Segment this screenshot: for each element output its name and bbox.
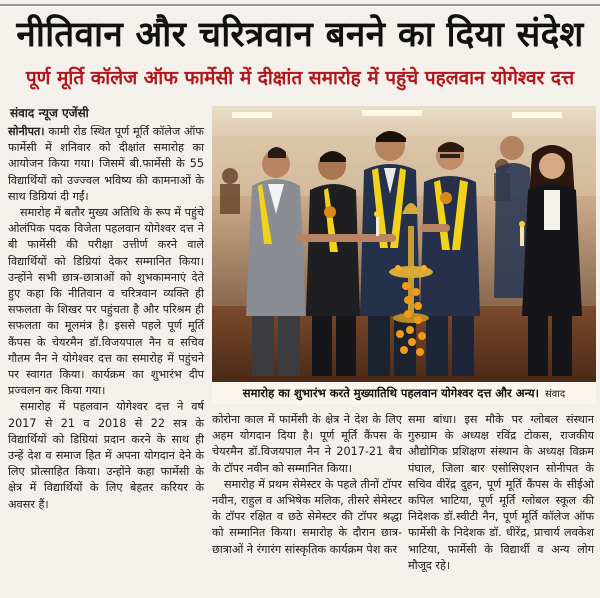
caption-text: समारोह का शुभारंभ करते मुख्यातिथि पहलवान योगेश्वर दत्त और अन्य।	[242, 386, 539, 400]
paragraph: समारोह में बतौर मुख्य अतिथि के रूप में पहुंचे ओलंपिक पदक विजेता पहलवान योगेश्वर दत्त ने बी फार्मेसी की परीक्षा उत्तीर्ण करने वाले विद्यार्थियों को डिग्रियां देकर सम्मानित किया। उन्होंने सभी छात्र-छात्राओं को शुभकामनाएं देते हुए कहा कि नीतिवान व चरित्रवान व्यक्ति ही सफलता के शिखर पर पहुंचता है और परिश्रम ही सफलता का मूलमंत्र है। इससे पहले पूर्ण मूर्ति कैंपस के चेयरमैन डॉ.विजयपाल नैन व सचिव गौतम नैन ने योगेश्वर दत्त का समारोह में पहुंचने पर स्वागत किया। कार्यक्रम का शुभारंभ दीप प्रज्वलन कर किया गया।	[8, 206, 204, 398]
paragraph-text: कामी रोड स्थित पूर्ण मूर्ति कॉलेज ऑफ फार्मेसी में शनिवार को दीक्षांत समारोह का आयोजन किया गया। जिसमें बी.फार्मेसी के 55 विद्यार्थियों को उज्ज्वल भविष्य की कामनाओं के साथ डिग्रियां दी गईं।	[8, 125, 204, 203]
subheadline: पूर्ण मूर्ति कॉलेज ऑफ फार्मेसी में दीक्षांत समारोह में पहुंचे पहलवान योगेश्वर दत्त	[25, 67, 575, 89]
headline: नीतिवान और चरित्रवान बनने का दिया संदेश	[16, 15, 584, 55]
article-column-1	[8, 124, 204, 513]
article-column-2	[212, 412, 402, 558]
lamp-lighting-scene	[212, 106, 596, 382]
paragraph: कोरोना काल में फार्मेसी के क्षेत्र ने देश के लिए अहम योगदान दिया है। पूर्ण मूर्ति कैंपस के चेयरमैन डॉ.विजयपाल नैन ने 2017-21 बैच के टॉपर नवीन को सम्मानित किया।	[212, 413, 402, 475]
article-column-3	[408, 412, 594, 574]
byline: संवाद न्यूज एजेंसी	[10, 106, 89, 120]
paragraph: समा बांधा। इस मौके पर ग्लोबल संस्थान गुरुग्राम के अध्यक्ष रविंद्र टोकस, राजकीय औद्योगिक प्रशिक्षण संस्थान के अध्यक्ष विक्रम पंघाल, जिला बार एसोसिएशन सोनीपत के सचिव वीरेंद्र दुहन, पूर्ण मूर्ति कैंपस के सीईओ कपिल भाटिया, पूर्ण मूर्ति ग्लोबल स्कूल की निदेशक डॉ.स्वीटी नैन, पूर्ण मूर्ति कॉलेज ऑफ फार्मेसी के निदेशक डॉ. धीरेंद्र, प्राचार्य लवकेश भाटिया, फार्मेसी के विद्यार्थी व अन्य लोग मौजूद रहे।	[408, 413, 594, 572]
dateline: सोनीपत।	[8, 125, 45, 138]
paragraph	[8, 124, 204, 205]
photo-credit: संवाद	[544, 389, 566, 400]
paragraph: समारोह में पहलवान योगेश्वर दत्त ने वर्ष 2017 से 21 व 2018 से 22 सत्र के विद्यार्थियों को डिग्रियां प्रदान करने के साथ ही उन्हें देश व समाज हित में अपना योगदान देने के लिए प्रोत्साहित किया। उन्होंने कहा फार्मेसी के क्षेत्र में विद्यार्थियों के लिए बेहतर करियर के अवसर हैं।	[8, 400, 204, 511]
photo-caption	[212, 382, 596, 404]
top-rule	[0, 4, 600, 6]
event-photo	[212, 106, 596, 382]
paragraph: समारोह में प्रथम सेमेस्टर के पहले तीनों टॉपर नवीन, राहुल व अभिषेक मलिक, तीसरे सेमेस्टर के टॉपर रक्षित व छठे सेमेस्टर की टॉपर श्रद्धा को सम्मानित किया। समारोह के दौरान छात्र- छात्राओं ने रंगारंग सांस्कृतिक कार्यक्रम पेश कर	[212, 477, 402, 556]
